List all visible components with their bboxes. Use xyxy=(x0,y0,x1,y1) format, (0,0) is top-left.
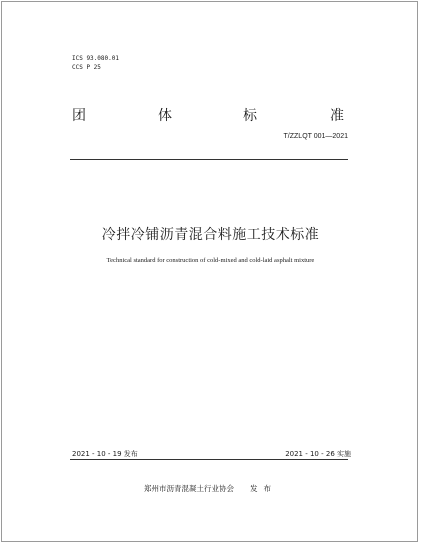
issuer-action: 发布 xyxy=(250,484,277,493)
standard-type-char-4: 准 xyxy=(330,108,344,124)
implement-date: 2021 - 10 - 26 实施 xyxy=(285,450,351,458)
standard-type-char-3: 标 xyxy=(243,108,257,124)
publish-date: 2021 - 10 - 19 发布 xyxy=(72,450,138,458)
standard-code: T/ZZLQT 001—2021 xyxy=(283,133,348,140)
bottom-divider xyxy=(70,459,348,460)
standard-type-char-2: 体 xyxy=(158,108,172,124)
document-title-english: Technical standard for construction of cold-mixed and cold-laid asphalt mixture xyxy=(106,257,315,264)
document-page xyxy=(1,1,418,542)
issuer-name: 郑州市沥青混凝土行业协会 xyxy=(144,484,234,493)
top-divider xyxy=(70,159,348,160)
issuer-line xyxy=(0,483,421,494)
ics-code: ICS 93.080.01 xyxy=(72,55,119,62)
ccs-code: CCS P 25 xyxy=(72,64,101,71)
document-title-chinese: 冷拌冷铺沥青混合料施工技术标准 xyxy=(101,227,320,243)
standard-type-char-1: 团 xyxy=(72,108,86,124)
